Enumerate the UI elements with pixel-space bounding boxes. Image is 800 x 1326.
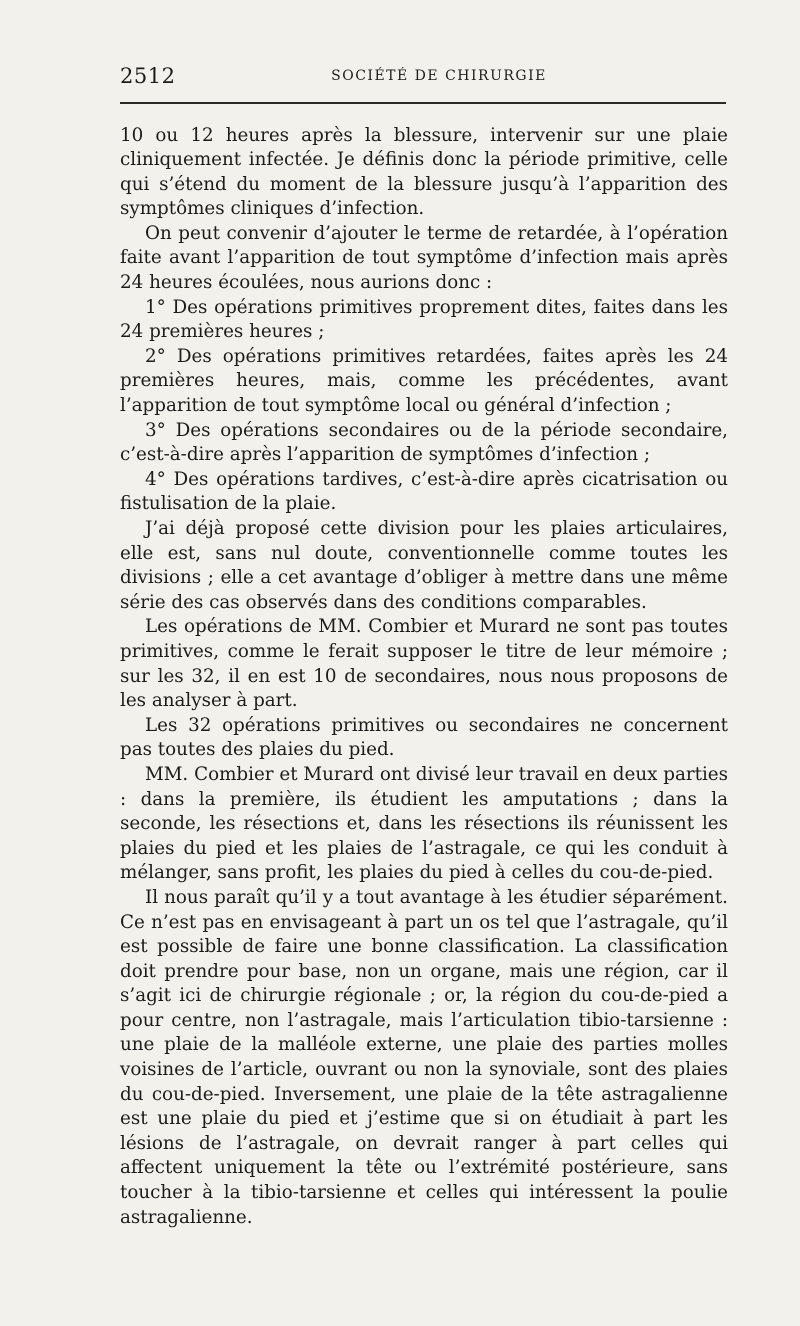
list-item: 3° Des opérations secondaires ou de la période secondaire, c’est-à-dire après l’apparition de symptômes d’infection ; bbox=[120, 419, 728, 466]
paragraph: J’ai déjà proposé cette division pour les plaies articulaires, elle est, sans nul doute, conventionnelle comme toutes les divisions ; elle a cet avantage d’obliger à mettre dans une même série des cas observés dans des conditions comparables. bbox=[120, 518, 728, 613]
running-header bbox=[120, 60, 728, 90]
paragraph: On peut convenir d’ajouter le terme de retardée, à l’opération faite avant l’apparition de tout symptôme d’infection mais après 24 heures écoulées, nous aurions donc : bbox=[120, 222, 728, 294]
list-item: 1° Des opérations primitives proprement dites, faites dans les 24 premières heures ; bbox=[120, 296, 728, 343]
paragraph: Les opérations de MM. Combier et Murard ne sont pas toutes primitives, comme le ferait supposer le titre de leur mémoire ; sur les 32, il en est 10 de secondaires, nous nous proposons de les analyser à part. bbox=[120, 616, 728, 712]
journal-title: SOCIÉTÉ DE CHIRURGIE bbox=[331, 68, 547, 84]
list-item: 4° Des opérations tardives, c’est-à-dire après cicatrisation ou fistulisation de la plaie. bbox=[120, 468, 728, 515]
header-rule bbox=[120, 102, 726, 104]
paragraph: Il nous paraît qu’il y a tout avantage à les étudier séparément. Ce n’est pas en envisageant à part un os tel que l’astragale, qu’il est possible de faire une bonne classification. La classification doit prendre pour base, non un organe, mais une région, car il s’agit ici de chirurgie régionale ; or, la région du cou-de-pied a pour centre, non l’astragale, mais l’articulation tibio-tarsienne : une plaie de la malléole externe, une plaie des parties molles voisines de l’article, ouvrant ou non la synoviale, sont des plaies du cou-de-pied. Inversement, une plaie de la tête astragalienne est une plaie du pied et j’estime que si on étudiait à part les lésions de l’astragale, on devrait ranger à part celles qui affectent uniquement la tête ou l’extrémité postérieure, sans toucher à la tibio-tarsienne et celles qui intéressent la poulie astragalienne. bbox=[120, 886, 728, 1228]
paragraph: Les 32 opérations primitives ou secondaires ne concernent pas toutes des plaies du pied. bbox=[120, 714, 728, 761]
paragraph: MM. Combier et Murard ont divisé leur travail en deux parties : dans la première, ils étudient les amputations ; dans la seconde, les résections et, dans les résections ils réunissent les plaies du pied et les plaies de l’astragale, ce qui les conduit à mélanger, sans profit, les plaies du pied à celles du cou-de-pied. bbox=[120, 763, 728, 884]
page-number: 2512 bbox=[120, 64, 176, 88]
paragraph-continuation: 10 ou 12 heures après la blessure, intervenir sur une plaie cliniquement infectée. Je définis donc la période primitive, celle qui s’étend du moment de la blessure jusqu’à l’apparition des symptômes cliniques d’infection. bbox=[120, 124, 728, 220]
body-text bbox=[120, 124, 728, 1231]
list-item: 2° Des opérations primitives retardées, faites après les 24 premières heures, mais, comme les précédentes, avant l’apparition de tout symptôme local ou général d’infection ; bbox=[120, 345, 728, 417]
